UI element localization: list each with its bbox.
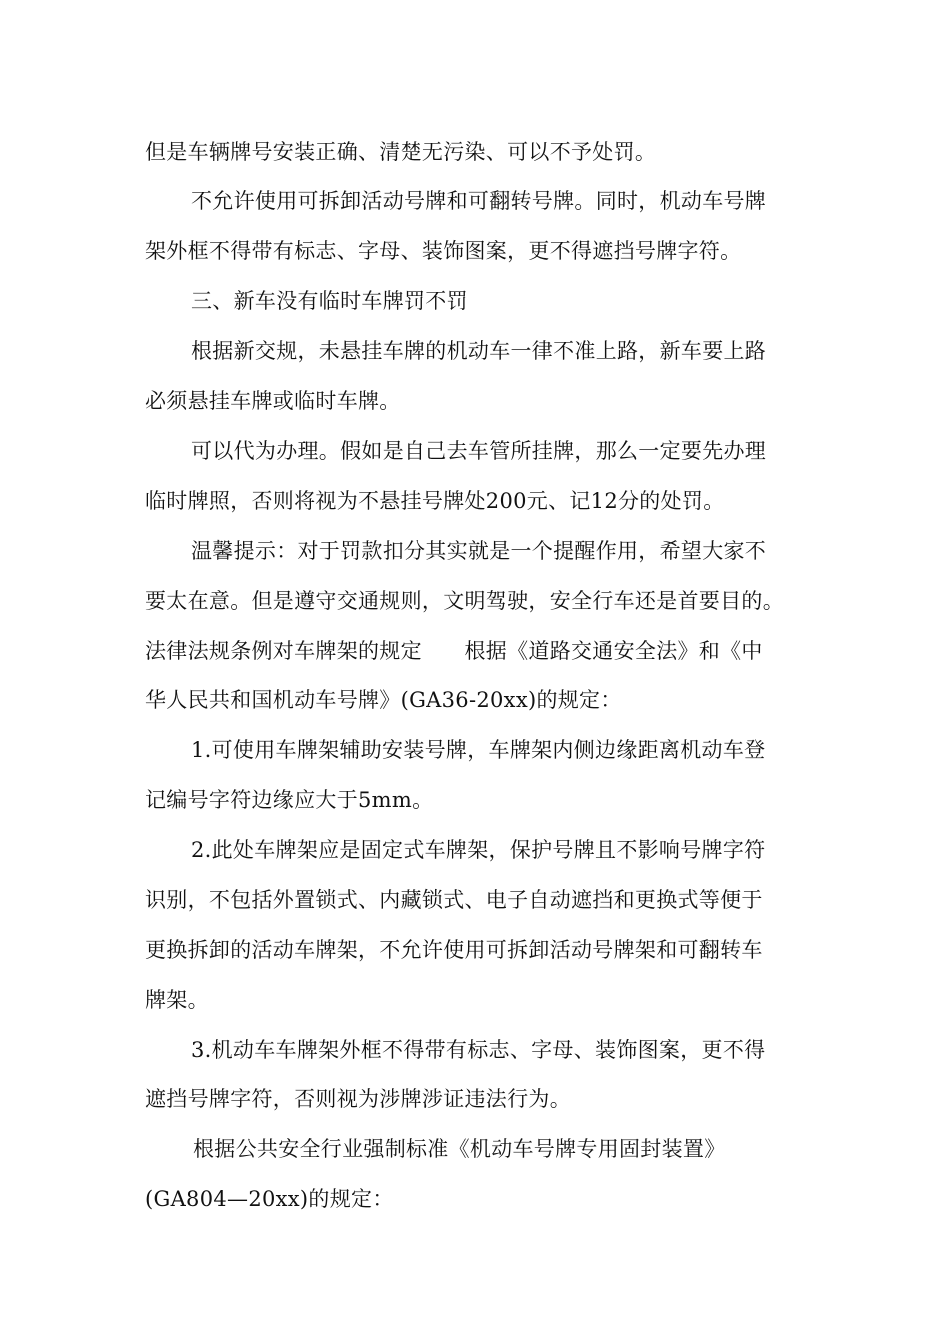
text-line: 架外框不得带有标志、字母、装饰图案，更不得遮挡号牌字符。 (145, 239, 742, 263)
list-item: 2.此处车牌架应是固定式车牌架，保护号牌且不影响号牌字符 (191, 838, 766, 862)
text-line: 但是车辆牌号安装正确、清楚无污染、可以不予处罚。 (145, 140, 657, 164)
paragraph-line: 不允许使用可拆卸活动号牌和可翻转号牌。同时，机动车号牌 (191, 189, 767, 213)
paragraph-line: 根据公共安全行业强制标准《机动车号牌专用固封装置》 (193, 1137, 726, 1161)
text-line: 遮挡号牌字符，否则视为涉牌涉证违法行为。 (145, 1087, 571, 1111)
text-line: 牌架。 (145, 988, 209, 1012)
text-line: 识别，不包括外置锁式、内藏锁式、电子自动遮挡和更换式等便于 (145, 888, 763, 912)
text-line: 必须悬挂车牌或临时车牌。 (145, 389, 401, 413)
text-line: (GA804—20xx)的规定： (145, 1187, 394, 1211)
text-line: 记编号字符边缘应大于5mm。 (145, 788, 434, 812)
list-item: 1.可使用车牌架辅助安装号牌，车牌架内侧边缘距离机动车登 (191, 738, 766, 762)
paragraph-line: 可以代为办理。假如是自己去车管所挂牌，那么一定要先办理 (191, 439, 767, 463)
text-line: 临时牌照，否则将视为不悬挂号牌处200元、记12分的处罚。 (145, 489, 725, 513)
list-item: 3.机动车车牌架外框不得带有标志、字母、装饰图案，更不得 (191, 1038, 766, 1062)
section-heading: 三、新车没有临时车牌罚不罚 (191, 289, 468, 313)
paragraph-line: 温馨提示：对于罚款扣分其实就是一个提醒作用，希望大家不 (191, 539, 767, 563)
text-line: 更换拆卸的活动车牌架，不允许使用可拆卸活动号牌架和可翻转车 (145, 938, 763, 962)
text-line: 要太在意。但是遵守交通规则，文明驾驶，安全行车还是首要目的。 (145, 589, 784, 613)
paragraph-line: 根据新交规，未悬挂车牌的机动车一律不准上路，新车要上路 (191, 339, 767, 363)
text-line: 华人民共和国机动车号牌》(GA36-20xx)的规定： (145, 688, 622, 712)
text-line: 法律法规条例对车牌架的规定 根据《道路交通安全法》和《中 (145, 639, 763, 663)
